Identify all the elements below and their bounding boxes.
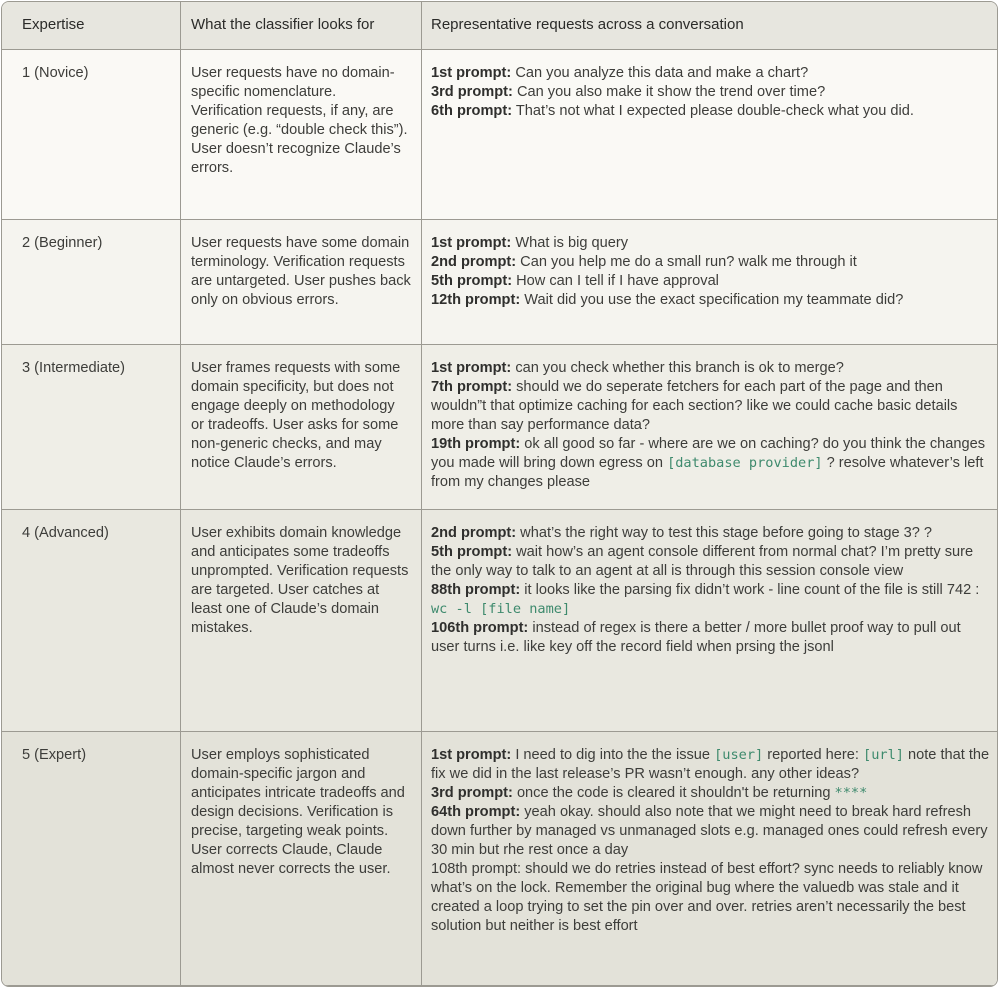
classifier-description: User employs sophisticated domain-specific jargon and anticipates intricate tradeoffs and design decisions. Verification is precise, targeting weak points. User corrects Claude, Claude almost never corrects the user. — [181, 732, 422, 986]
prompt-line: 6th prompt: That’s not what I expected please double-check what you did. — [431, 103, 914, 119]
code-command: wc -l [file name] — [431, 601, 571, 617]
code-placeholder: [url] — [863, 747, 904, 763]
expertise-level: 4 (Advanced) — [2, 510, 181, 732]
requests-cell — [422, 732, 997, 986]
prompt-line: 3rd prompt: Can you also make it show the trend over time? — [431, 84, 826, 100]
requests-cell — [422, 510, 997, 732]
expertise-level: 1 (Novice) — [2, 50, 181, 220]
expertise-table — [1, 1, 998, 987]
prompt-line: 5th prompt: How can I tell if I have approval — [431, 273, 719, 289]
prompt-line: 5th prompt: wait how’s an agent console different from normal chat? I’m pretty sure the only way to talk to an agent at all is through this session console view — [431, 544, 974, 579]
prompt-line: 7th prompt: should we do seperate fetchers for each part of the page and then wouldn”t that optimize caching for each section? like we could cache basic details more than say performance data? — [431, 379, 958, 433]
prompt-line: 1st prompt: Can you analyze this data and make a chart? — [431, 65, 809, 81]
prompt-line: 19th prompt: ok all good so far - where are we on caching? do you think the changes you made will bring down egress on [database provider] ? resolve whatever’s left from my changes please — [431, 436, 986, 490]
prompt-line: 2nd prompt: Can you help me do a small run? walk me through it — [431, 254, 857, 270]
requests-cell — [422, 50, 997, 220]
code-placeholder: [database provider] — [667, 455, 823, 471]
expertise-level: 5 (Expert) — [2, 732, 181, 986]
header-requests: Representative requests across a conversation — [422, 2, 997, 50]
classifier-description: User requests have some domain terminology. Verification requests are untargeted. User pushes back only on obvious errors. — [181, 220, 422, 345]
code-placeholder: [user] — [714, 747, 764, 763]
code-placeholder: **** — [834, 785, 868, 801]
prompt-line: 1st prompt: I need to dig into the the issue [user] reported here: [url] note that the fix we did in the last release’s PR wasn’t enough. any other ideas? — [431, 747, 990, 782]
classifier-description: User exhibits domain knowledge and anticipates some tradeoffs unprompted. Verification requests are targeted. User catches at least one of Claude’s domain mistakes. — [181, 510, 422, 732]
expertise-level: 3 (Intermediate) — [2, 345, 181, 510]
prompt-line: 106th prompt: instead of regex is there a better / more bullet proof way to pull out user turns i.e. like key off the record field when prsing the jsonl — [431, 620, 961, 655]
requests-cell — [422, 345, 997, 510]
prompt-line: 1st prompt: can you check whether this branch is ok to merge? — [431, 360, 844, 376]
prompt-line: 1st prompt: What is big query — [431, 235, 629, 251]
prompt-line: 12th prompt: Wait did you use the exact specification my teammate did? — [431, 292, 904, 308]
prompt-line: 88th prompt: it looks like the parsing fix didn’t work - line count of the file is still 742 : — [431, 582, 980, 598]
prompt-line: 2nd prompt: what’s the right way to test this stage before going to stage 3? ? — [431, 525, 933, 541]
prompt-line: 108th prompt: should we do retries instead of best effort? sync needs to reliably know what’s on the lock. Remember the original bug where the valuedb was stale and it created a loop trying to set the pin over and over. retries aren’t necessarily the best solution but neither is best effort — [431, 861, 983, 934]
classifier-description: User requests have no domain-specific nomenclature. Verification requests, if any, are generic (e.g. “double check this”). User doesn’t recognize Claude’s errors. — [181, 50, 422, 220]
expertise-level: 2 (Beginner) — [2, 220, 181, 345]
prompt-line: 64th prompt: yeah okay. should also note that we might need to break hard refresh down further by managed vs unmanaged slots e.g. managed ones could refresh every 30 min but rhe rest once a day — [431, 804, 988, 858]
prompt-line: 3rd prompt: once the code is cleared it shouldn't be returning **** — [431, 785, 868, 801]
classifier-description: User frames requests with some domain specificity, but does not engage deeply on methodology or tradeoffs. User asks for some non-generic checks, and may notice Claude’s errors. — [181, 345, 422, 510]
header-classifier: What the classifier looks for — [181, 2, 422, 50]
header-expertise: Expertise — [2, 2, 181, 50]
requests-cell — [422, 220, 997, 345]
